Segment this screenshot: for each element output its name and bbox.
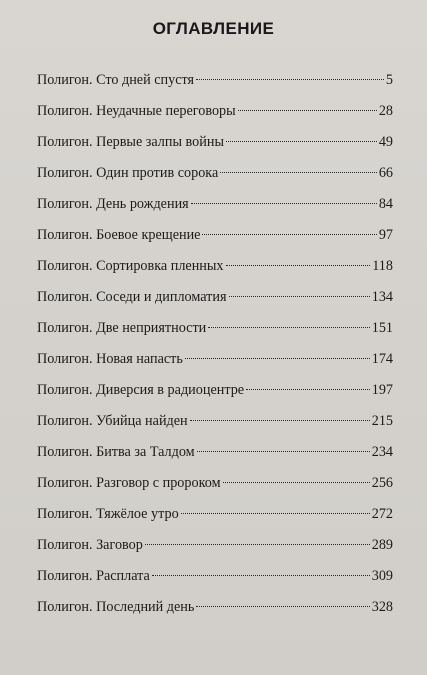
toc-entry-title: Полигон. Неудачные переговоры: [37, 103, 236, 119]
toc-entry-page: 256: [371, 475, 393, 491]
toc-entry: [37, 406, 393, 437]
toc-entry-page: 328: [371, 599, 393, 615]
toc-entry-title: Полигон. Новая напасть: [37, 351, 183, 367]
dot-leader: [220, 172, 377, 173]
dot-leader: [196, 606, 369, 607]
dot-leader: [145, 544, 370, 545]
dot-leader: [181, 513, 370, 514]
toc-entry-title: Полигон. Убийца найден: [37, 413, 188, 429]
dot-leader: [246, 389, 370, 390]
toc-entry: [37, 344, 393, 375]
dot-leader: [191, 203, 377, 204]
toc-entry: [37, 220, 393, 251]
dot-leader: [229, 296, 370, 297]
dot-leader: [197, 451, 370, 452]
toc-entry-title: Полигон. Первые залпы войны: [37, 134, 224, 150]
toc-entry: [37, 375, 393, 406]
toc-entry: [37, 499, 393, 530]
dot-leader: [152, 575, 370, 576]
toc-entry-title: Полигон. Сто дней спустя: [37, 72, 195, 88]
toc-entry: [37, 313, 393, 344]
toc-entry-page: 84: [378, 196, 393, 212]
dot-leader: [226, 141, 377, 142]
dot-leader: [202, 234, 376, 235]
toc-entry-page: 309: [371, 568, 393, 584]
toc-entry-title: Полигон. Разговор с пророком: [37, 475, 221, 491]
page-title: ОГЛАВЛЕНИЕ: [152, 19, 275, 38]
toc-entry: [37, 468, 393, 499]
toc-entry-page: 289: [371, 537, 393, 553]
toc-entry-title: Полигон. Заговор: [37, 537, 143, 553]
dot-leader: [223, 482, 370, 483]
toc-entry-page: 28: [378, 103, 393, 119]
toc-entry: [37, 530, 393, 561]
toc-entry-page: 134: [371, 289, 393, 305]
toc-entry: [37, 282, 393, 313]
toc-entry-page: 197: [371, 382, 393, 398]
dot-leader: [185, 358, 370, 359]
toc-entry-page: 215: [371, 413, 393, 429]
toc-entry-page: 97: [378, 227, 393, 243]
toc-entry-title: Полигон. День рождения: [37, 196, 189, 212]
toc-entry: [37, 189, 393, 220]
dot-leader: [238, 110, 377, 111]
toc-entry-page: 151: [371, 320, 393, 336]
toc-entry-title: Полигон. Соседи и дипломатия: [37, 289, 227, 305]
table-of-contents: [37, 65, 393, 623]
toc-entry-title: Полигон. Две неприятности: [37, 320, 207, 336]
toc-entry: [37, 65, 393, 96]
toc-entry-title: Полигон. Битва за Талдом: [37, 444, 195, 460]
toc-entry-title: Полигон. Диверсия в радиоцентре: [37, 382, 245, 398]
toc-entry: [37, 96, 393, 127]
toc-entry-page: 272: [371, 506, 393, 522]
toc-entry-title: Полигон. Последний день: [37, 599, 195, 615]
toc-entry: [37, 592, 393, 623]
dot-leader: [190, 420, 370, 421]
dot-leader: [196, 79, 384, 80]
toc-entry-title: Полигон. Боевое крещение: [37, 227, 201, 243]
toc-entry: [37, 127, 393, 158]
toc-entry: [37, 158, 393, 189]
toc-entry-title: Полигон. Один против сорока: [37, 165, 219, 181]
dot-leader: [226, 265, 371, 266]
toc-entry: [37, 251, 393, 282]
toc-entry-title: Полигон. Расплата: [37, 568, 150, 584]
toc-entry-page: 174: [371, 351, 393, 367]
toc-entry-page: 234: [371, 444, 393, 460]
toc-entry-page: 5: [385, 72, 393, 88]
toc-entry-page: 49: [378, 134, 393, 150]
toc-entry: [37, 437, 393, 468]
dot-leader: [208, 327, 369, 328]
toc-entry-page: 118: [372, 258, 393, 274]
toc-entry-title: Полигон. Сортировка пленных: [37, 258, 224, 274]
toc-entry-title: Полигон. Тяжёлое утро: [37, 506, 179, 522]
toc-entry-page: 66: [378, 165, 393, 181]
toc-entry: [37, 561, 393, 592]
